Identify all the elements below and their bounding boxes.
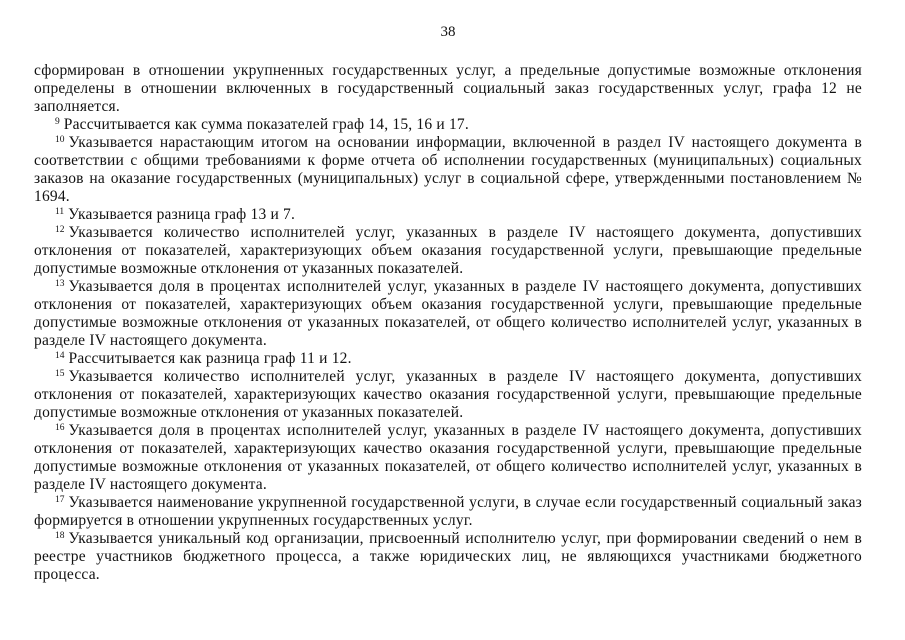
footnote-text: Рассчитывается как разница граф 11 и 12. [68, 350, 352, 367]
footnote-paragraph-11 [34, 206, 862, 224]
footnote-text: Указывается доля в процентах исполнителей услуг, указанных в разделе IV настоящего документа, допустивших отклонения от показателей, характеризующих объем оказания государственной услуги, превышающие предельные допустимые возможные отклонения от указанных показателей, от общего количество исполнителей услуг, указанных в разделе IV настоящего документа. [34, 278, 862, 349]
paragraph-text: сформирован в отношении укрупненных государственных услуг, а предельные допустимые возможные отклонения определены в отношении включенных в государственный социальный заказ государственных услуг, графа 12 не заполняется. [34, 62, 862, 115]
footnote-marker: 13 [55, 279, 65, 289]
footnote-paragraph-17 [34, 494, 862, 530]
page-number: 38 [440, 24, 456, 40]
footnote-marker: 16 [55, 423, 65, 433]
footnote-marker: 17 [55, 495, 65, 505]
footnote-paragraph-15 [34, 368, 862, 422]
footnote-text: Указывается количество исполнителей услуг, указанных в разделе IV настоящего документа, допустивших отклонения от показателей, характеризующих объем оказания государственной услуги, превышающие предельные допустимые возможные отклонения от указанных показателей. [34, 224, 862, 277]
footnote-paragraph-18 [34, 530, 862, 584]
footnote-marker: 18 [55, 531, 65, 541]
continuation-paragraph [34, 62, 862, 116]
footnote-text: Указывается нарастающим итогом на основании информации, включенной в раздел IV настоящего документа в соответствии с общими требованиями к форме отчета об исполнении государственных (муниципальных) социальных заказов на оказание государственных (муниципальных) услуг в социальной сфере, утвержденными постановлением № 1694. [34, 134, 862, 205]
footnotes-block [34, 62, 862, 584]
footnote-marker: 14 [55, 351, 65, 361]
footnote-marker: 10 [55, 135, 65, 145]
footnote-text: Рассчитывается как сумма показателей граф 14, 15, 16 и 17. [63, 116, 469, 133]
footnote-text: Указывается количество исполнителей услуг, указанных в разделе IV настоящего документа, допустивших отклонения от показателей, характеризующих качество оказания государственной услуги, превышающие предельные допустимые возможные отклонения от указанных показателей. [34, 368, 862, 421]
footnote-marker: 12 [55, 225, 65, 235]
footnote-text: Указывается наименование укрупненной государственной услуги, в случае если государственный социальный заказ формируется в отношении укрупненных государственных услуг. [34, 494, 862, 529]
footnote-paragraph-14 [34, 350, 862, 368]
footnote-paragraph-13 [34, 278, 862, 350]
footnote-text: Указывается разница граф 13 и 7. [68, 206, 296, 223]
footnote-paragraph-16 [34, 422, 862, 494]
footnote-marker: 9 [55, 117, 60, 127]
footnote-paragraph-12 [34, 224, 862, 278]
footnote-text: Указывается уникальный код организации, присвоенный исполнителю услуг, при формировании сведений о нем в реестре участников бюджетного процесса, а также юридических лиц, не являющихся участниками бюджетного процесса. [34, 530, 862, 583]
footnote-marker: 11 [55, 207, 65, 217]
footnote-paragraph-9 [34, 116, 862, 134]
footnote-marker: 15 [55, 369, 65, 379]
footnote-text: Указывается доля в процентах исполнителей услуг, указанных в разделе IV настоящего документа, допустивших отклонения от показателей, характеризующих качество оказания государственной услуги, превышающие предельные допустимые возможные отклонения от указанных показателей, от общего количество исполнителей услуг, указанных в разделе IV настоящего документа. [34, 422, 862, 493]
footnote-paragraph-10 [34, 134, 862, 206]
